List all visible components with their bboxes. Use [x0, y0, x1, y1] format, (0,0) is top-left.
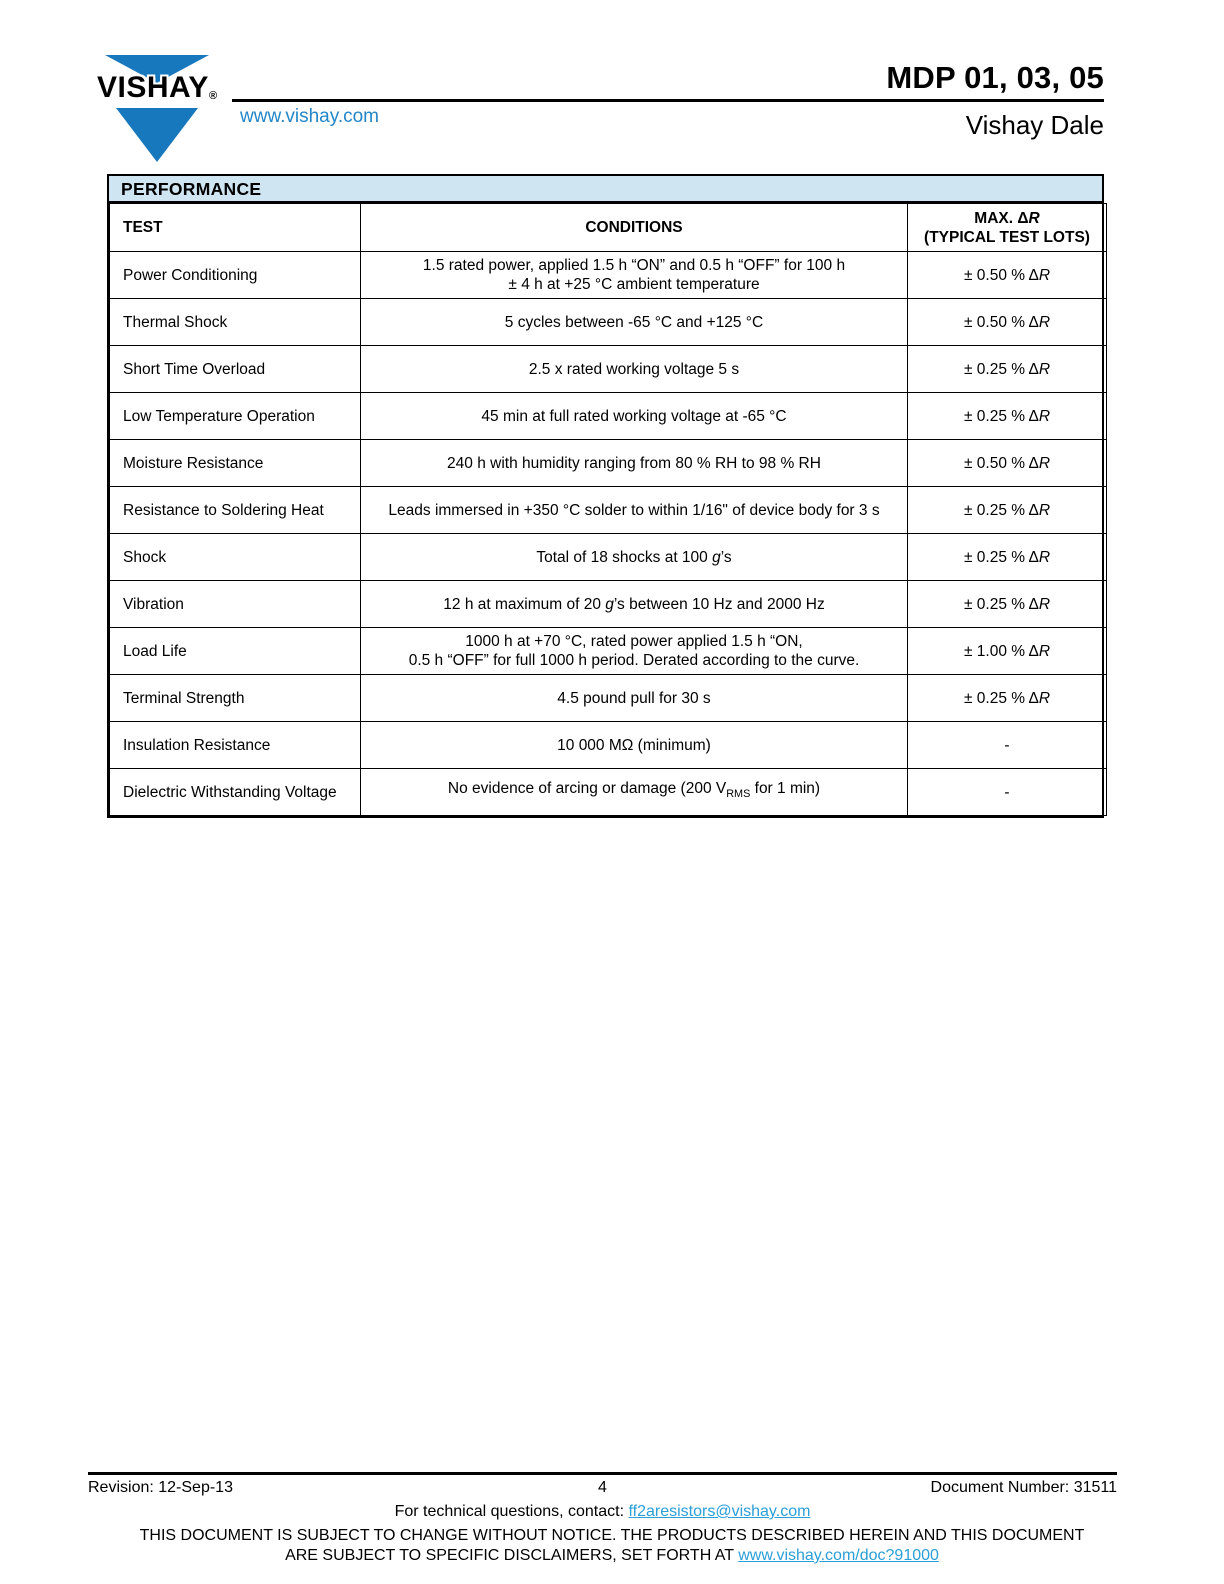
- conditions-cell: 1000 h at +70 °C, rated power applied 1.5 h “ON, 0.5 h “OFF” for full 1000 h period. Derated according to the curve.: [361, 628, 908, 675]
- test-cell: Vibration: [110, 581, 361, 628]
- conditions-cell: No evidence of arcing or damage (200 $V_{RMS}$ for 1 min): [361, 769, 908, 816]
- performance-data-table: [109, 203, 1107, 816]
- conditions-cell: 1.5 rated power, applied 1.5 h “ON” and 0.5 h “OFF” for 100 h ± 4 h at +25 °C ambient temperature: [361, 252, 908, 299]
- table-row: [110, 252, 1107, 299]
- performance-section-title: PERFORMANCE: [121, 179, 262, 199]
- test-cell: Shock: [110, 534, 361, 581]
- footer-divider-rule: [88, 1472, 1117, 1475]
- registered-trademark-symbol: ®: [208, 90, 218, 102]
- performance-section-header: [109, 176, 1102, 203]
- table-row: [110, 393, 1107, 440]
- table-row: [110, 346, 1107, 393]
- table-row: [110, 581, 1107, 628]
- max-delta-r-cell: ± 0.25 % ΔR: [908, 487, 1107, 534]
- vishay-website-link[interactable]: www.vishay.com: [240, 106, 380, 127]
- table-row: [110, 299, 1107, 346]
- test-cell: Thermal Shock: [110, 299, 361, 346]
- column-header-conditions: CONDITIONS: [361, 204, 908, 252]
- table-row: [110, 628, 1107, 675]
- max-delta-r-cell: -: [908, 769, 1107, 816]
- column-header-test: TEST: [110, 204, 361, 252]
- page-number: 4: [598, 1479, 607, 1496]
- max-delta-r-cell: ± 1.00 % ΔR: [908, 628, 1107, 675]
- test-cell: Resistance to Soldering Heat: [110, 487, 361, 534]
- table-row: [110, 534, 1107, 581]
- document-title: MDP 01, 03, 05: [886, 60, 1104, 95]
- contact-prefix-text: For technical questions, contact:: [394, 1503, 629, 1520]
- performance-table-body: [110, 252, 1107, 816]
- max-delta-r-cell: ± 0.50 % ΔR: [908, 440, 1107, 487]
- max-delta-r-cell: ± 0.25 % ΔR: [908, 581, 1107, 628]
- test-cell: Low Temperature Operation: [110, 393, 361, 440]
- test-cell: Dielectric Withstanding Voltage: [110, 769, 361, 816]
- table-row: [110, 675, 1107, 722]
- footer-contact-line: [88, 1503, 1117, 1521]
- conditions-cell: 2.5 x rated working voltage 5 s: [361, 346, 908, 393]
- table-row: [110, 487, 1107, 534]
- disclaimer-prefix-text: ARE SUBJECT TO SPECIFIC DISCLAIMERS, SET FORTH AT: [285, 1547, 739, 1564]
- test-cell: Insulation Resistance: [110, 722, 361, 769]
- conditions-cell: 240 h with humidity ranging from 80 % RH to 98 % RH: [361, 440, 908, 487]
- document-number-label: Document Number: 31511: [930, 1479, 1117, 1496]
- disclaimer-doc-link[interactable]: www.vishay.com/doc?91000: [738, 1547, 939, 1564]
- header-divider-rule: [232, 99, 1104, 102]
- max-delta-r-cell: ± 0.50 % ΔR: [908, 252, 1107, 299]
- conditions-cell: 10 000 MΩ (minimum): [361, 722, 908, 769]
- conditions-cell: 45 min at full rated working voltage at -65 °C: [361, 393, 908, 440]
- table-row: [110, 722, 1107, 769]
- vishay-logo: [97, 55, 217, 162]
- conditions-cell: 12 h at maximum of 20 g’s between 10 Hz and 2000 Hz: [361, 581, 908, 628]
- conditions-cell: 5 cycles between -65 °C and +125 °C: [361, 299, 908, 346]
- revision-label: Revision: 12-Sep-13: [88, 1479, 233, 1496]
- test-cell: Power Conditioning: [110, 252, 361, 299]
- disclaimer-line-1: THIS DOCUMENT IS SUBJECT TO CHANGE WITHOUT NOTICE. THE PRODUCTS DESCRIBED HEREIN AND THIS DOCUMENT: [139, 1527, 1085, 1544]
- table-header-row: [110, 204, 1107, 252]
- conditions-cell: 4.5 pound pull for 30 s: [361, 675, 908, 722]
- table-row: [110, 440, 1107, 487]
- test-cell: Load Life: [110, 628, 361, 675]
- max-delta-r-cell: ± 0.25 % ΔR: [908, 393, 1107, 440]
- max-delta-r-cell: ± 0.25 % ΔR: [908, 675, 1107, 722]
- max-delta-r-line1: MAX. ΔR: [974, 209, 1040, 227]
- performance-table: [107, 174, 1104, 818]
- max-delta-r-cell: ± 0.25 % ΔR: [908, 346, 1107, 393]
- test-cell: Short Time Overload: [110, 346, 361, 393]
- conditions-cell: Total of 18 shocks at 100 g’s: [361, 534, 908, 581]
- disclaimer-line-2: [48, 1547, 1176, 1565]
- max-delta-r-cell: ± 0.50 % ΔR: [908, 299, 1107, 346]
- max-delta-r-cell: -: [908, 722, 1107, 769]
- conditions-cell: Leads immersed in +350 °C solder to within 1/16" of device body for 3 s: [361, 487, 908, 534]
- footer-meta-row: [88, 1479, 1117, 1497]
- contact-email-link[interactable]: ff2aresistors@vishay.com: [628, 1503, 811, 1520]
- brand-division: Vishay Dale: [965, 110, 1104, 140]
- vishay-logo-bottom-triangle-icon: [116, 108, 198, 162]
- vishay-wordmark: VISHAY: [97, 71, 209, 104]
- table-row: [110, 769, 1107, 816]
- max-delta-r-line2: (TYPICAL TEST LOTS): [924, 228, 1090, 246]
- test-cell: Moisture Resistance: [110, 440, 361, 487]
- max-delta-r-cell: ± 0.25 % ΔR: [908, 534, 1107, 581]
- vishay-logo-text: [97, 73, 217, 111]
- test-cell: Terminal Strength: [110, 675, 361, 722]
- column-header-max-delta-r: [908, 204, 1107, 252]
